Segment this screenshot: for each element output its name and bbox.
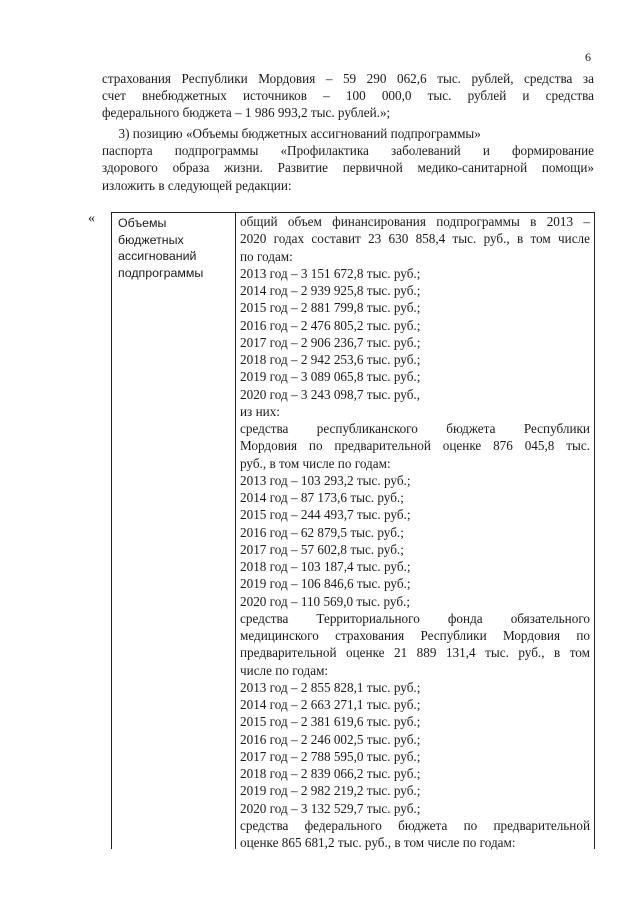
- value-line: 2015 год – 244 493,7 тыс. руб.;: [240, 507, 411, 523]
- label-line: бюджетных: [118, 232, 184, 247]
- text-line: счет внебюджетных источников – 100 000,0 тыс. рублей и средства: [102, 88, 594, 104]
- text-line: изложить в следующей редакции:: [102, 177, 292, 193]
- value-line: 2013 год – 2 855 828,1 тыс. руб.;: [240, 679, 421, 695]
- value-line: 2020 год – 110 569,0 тыс. руб.;: [240, 593, 411, 609]
- value-line: руб., в том числе по годам:: [240, 455, 391, 471]
- value-line: 2015 год – 2 881 799,8 тыс. руб.;: [240, 300, 421, 316]
- value-line: 2013 год – 103 293,2 тыс. руб.;: [240, 472, 411, 488]
- paragraph-continuation: [102, 70, 594, 122]
- text-line: федерального бюджета – 1 986 993,2 тыс. рублей.»;: [102, 105, 391, 121]
- text-line: здорового образа жизни. Развитие первичной медико-санитарной помощи»: [102, 160, 594, 176]
- value-line: 2017 год – 2 788 595,0 тыс. руб.;: [240, 748, 421, 764]
- value-line: 2018 год – 2 839 066,2 тыс. руб.;: [240, 766, 421, 781]
- value-line: 2020 год – 3 132 529,7 тыс. руб.;: [240, 800, 421, 816]
- value-line: из них:: [240, 403, 280, 419]
- value-line: 2016 год – 2 246 002,5 тыс. руб.;: [240, 731, 421, 747]
- text-line: страхования Республики Мордовия – 59 290 062,6 тыс. рублей, средства за: [102, 71, 594, 86]
- value-line: 2014 год – 2 939 925,8 тыс. руб.;: [240, 283, 421, 298]
- value-line: предварительной оценке 21 889 131,4 тыс. руб., в том: [240, 645, 590, 661]
- value-line: 2015 год – 2 381 619,6 тыс. руб.;: [240, 714, 421, 730]
- value-line: Мордовия по предварительной оценке 876 045,8 тыс.: [240, 438, 590, 454]
- table-label-cell: [118, 215, 230, 281]
- value-line: числе по годам:: [240, 662, 329, 678]
- label-line: ассигнований: [118, 249, 197, 264]
- opening-quote: «: [88, 211, 95, 226]
- value-line: 2013 год – 3 151 672,8 тыс. руб.;: [240, 265, 421, 281]
- table-value-cell: [240, 213, 590, 851]
- value-line: по годам:: [240, 248, 293, 264]
- value-line: оценке 865 681,2 тыс. руб., в том числе по годам:: [240, 835, 516, 850]
- value-line: общий объем финансирования подпрограммы в 2013 –: [240, 214, 590, 229]
- value-line: средства республиканского бюджета Республики: [240, 421, 590, 436]
- value-line: 2019 год – 106 846,6 тыс. руб.;: [240, 576, 411, 592]
- value-line: медицинского страхования Республики Мордовия по: [240, 628, 590, 643]
- value-line: 2017 год – 2 906 236,7 тыс. руб.;: [240, 334, 421, 350]
- budget-table: [111, 212, 595, 849]
- value-line: 2019 год – 2 982 219,2 тыс. руб.;: [240, 783, 421, 799]
- value-line: 2016 год – 2 476 805,2 тыс. руб.;: [240, 317, 421, 333]
- value-line: 2014 год – 2 663 271,1 тыс. руб.;: [240, 697, 421, 712]
- value-line: средства федерального бюджета по предварительной: [240, 817, 590, 833]
- label-line: Объемы: [118, 216, 167, 230]
- value-line: 2020 год – 3 243 098,7 тыс. руб.,: [240, 386, 421, 402]
- label-line: подпрограммы: [118, 265, 204, 280]
- text-line: паспорта подпрограммы «Профилактика заболеваний и формирование: [102, 143, 594, 159]
- value-line: 2018 год – 2 942 253,6 тыс. руб.;: [240, 352, 421, 367]
- value-line: 2016 год – 62 879,5 тыс. руб.;: [240, 524, 404, 540]
- column-divider: [235, 213, 236, 849]
- value-line: 2018 год – 103 187,4 тыс. руб.;: [240, 559, 411, 574]
- value-line: 2017 год – 57 602,8 тыс. руб.;: [240, 541, 404, 557]
- value-line: 2020 годах составит 23 630 858,4 тыс. руб., в том числе: [240, 231, 590, 247]
- page-number: 6: [585, 50, 591, 64]
- value-line: средства Территориального фонда обязательного: [240, 610, 590, 626]
- value-line: 2014 год – 87 173,6 тыс. руб.;: [240, 490, 404, 505]
- paragraph-item-3: [102, 125, 594, 194]
- text-line: 3) позицию «Объемы бюджетных ассигнований подпрограммы»: [102, 126, 481, 141]
- value-line: 2019 год – 3 089 065,8 тыс. руб.;: [240, 369, 421, 385]
